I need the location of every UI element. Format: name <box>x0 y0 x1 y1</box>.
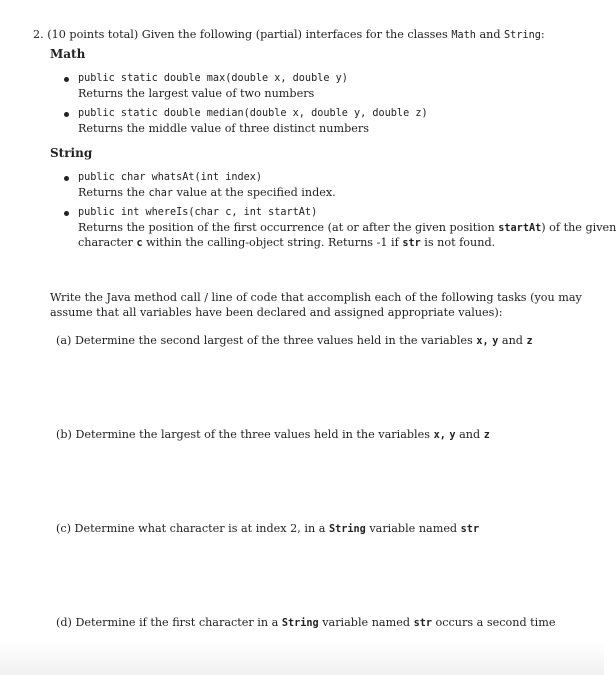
question-number: 2. <box>33 28 44 41</box>
bullet-icon <box>64 176 69 181</box>
task-a: (a) Determine the second largest of the three values held in the variables x, y and z <box>56 334 533 347</box>
task-b: (b) Determine the largest of the three values held in the variables x, y and z <box>56 428 490 441</box>
math-median-signature: public static double median(double x, double y, double z) <box>78 108 428 119</box>
question-header <box>33 27 545 43</box>
bullet-icon <box>64 112 69 117</box>
string-whatsat-description: Returns the char value at the specified index. <box>78 186 336 199</box>
string-whereis-signature: public int whereIs(char c, int startAt) <box>78 207 318 218</box>
math-max-description: Returns the largest value of two numbers <box>78 87 315 100</box>
instructions-line2: assume that all variables have been declared and assigned appropriate values): <box>50 306 503 319</box>
math-median-description: Returns the middle value of three distinct numbers <box>78 122 369 135</box>
page-bottom-shade <box>0 641 604 675</box>
task-c: (c) Determine what character is at index 2, in a String variable named str <box>56 522 480 535</box>
instructions-line1: Write the Java method call / line of code that accomplish each of the following tasks (you may <box>50 291 582 304</box>
question-colon: : <box>540 28 545 41</box>
question-intro: (10 points total) Given the following (partial) interfaces for the classes <box>47 28 448 41</box>
string-whereis-description-line2: character c within the calling-object string. Returns -1 if str is not found. <box>78 236 496 249</box>
string-whatsat-signature: public char whatsAt(int index) <box>78 172 263 183</box>
question-and: and <box>479 28 501 41</box>
math-heading: Math <box>50 47 86 61</box>
class-name-math: Math <box>451 30 476 41</box>
math-max-signature: public static double max(double x, double y) <box>78 73 348 84</box>
string-heading: String <box>50 146 93 160</box>
task-d: (d) Determine if the first character in a String variable named str occurs a second time <box>56 616 556 629</box>
string-whereis-description-line1: Returns the position of the first occurrence (at or after the given position startAt) of the given <box>78 221 616 234</box>
bullet-icon <box>64 77 69 82</box>
bullet-icon <box>64 211 69 216</box>
class-name-string: String <box>504 30 541 41</box>
